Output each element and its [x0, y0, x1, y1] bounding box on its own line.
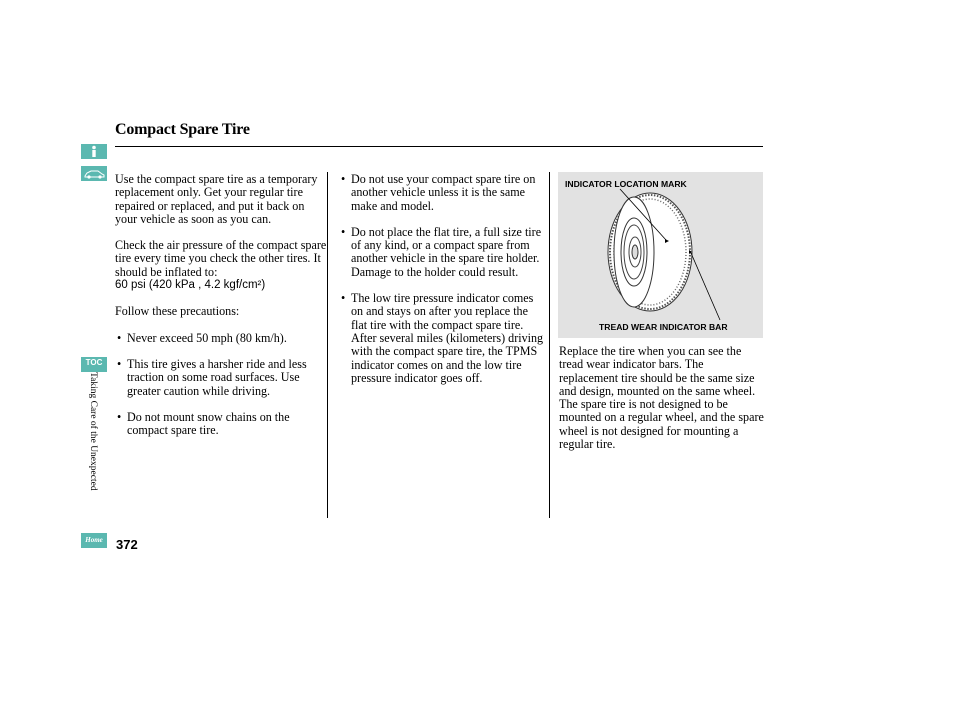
bullet-icon: • [117, 409, 122, 424]
text-column-2 [339, 173, 544, 385]
toc-label: TOC [85, 358, 103, 367]
page-title: Compact Spare Tire [115, 121, 250, 138]
list-item: • Never exceed 50 mph (80 km/h). [117, 330, 287, 345]
paragraph: Replace the tire when you can see the tread wear indicator bars. The replacement tire should be the same size and design, mounted on the same wheel. The spare tire is not designed to be mounted on a regular wheel, and the spare wheel is not designed for mounting a regular tire. [559, 344, 764, 452]
home-label: Home [85, 536, 103, 544]
column-divider [549, 172, 550, 518]
list-item: • The low tire pressure indicator comes on and stays on after you replace the flat tire with the compact spare tire. After several miles (kilometers) driving with the compact spare tire, the TPMS indicator comes on and the low tire pressure indicator goes off. [341, 291, 544, 385]
pressure-value: 60 psi (420 kPa , 4.2 kgf/cm²) [115, 279, 266, 292]
paragraph: Follow these precautions: [115, 304, 240, 319]
paragraph: Check the air pressure of the compact spare tire every time you check the other tires. It should be inflated to: [115, 238, 327, 279]
bullet-icon: • [117, 330, 122, 345]
bullet-icon: • [341, 172, 346, 186]
car-icon [81, 166, 107, 181]
bullet-icon: • [341, 291, 346, 306]
info-button[interactable] [81, 144, 107, 159]
list-item: • This tire gives a harsher ride and less traction on some road surfaces. Use greater caution while driving. [117, 356, 307, 398]
bullet-icon: • [341, 224, 346, 239]
text-column-1 [115, 173, 327, 437]
toc-button[interactable] [81, 357, 107, 372]
vehicle-index-button[interactable] [81, 166, 107, 181]
paragraph: Use the compact spare tire as a temporary replacement only. Get your regular tire repaired or replaced, and put it back on your vehicle as soon as you can. [115, 172, 318, 226]
list-item: • Do not use your compact spare tire on another vehicle unless it is the same make and model. [341, 172, 536, 213]
title-divider [115, 146, 763, 147]
home-button[interactable] [81, 533, 107, 548]
info-icon [81, 144, 107, 159]
column-divider [327, 172, 328, 518]
list-item: • Do not place the flat tire, a full size tire of any kind, or a compact spare from another vehicle in the spare tire holder. Damage to the holder could result. [341, 224, 542, 279]
indicator-location-label: INDICATOR LOCATION MARK [565, 179, 687, 189]
tire-diagram [558, 172, 763, 338]
section-side-label: Taking Care of the Unexpected [88, 372, 98, 491]
tire-illustration [558, 172, 763, 338]
tread-wear-label: TREAD WEAR INDICATOR BAR [599, 322, 728, 332]
list-item: • Do not mount snow chains on the compact spare tire. [117, 409, 290, 438]
page-number: 372 [116, 537, 138, 552]
bullet-icon: • [117, 356, 122, 371]
text-column-3 [559, 345, 765, 451]
